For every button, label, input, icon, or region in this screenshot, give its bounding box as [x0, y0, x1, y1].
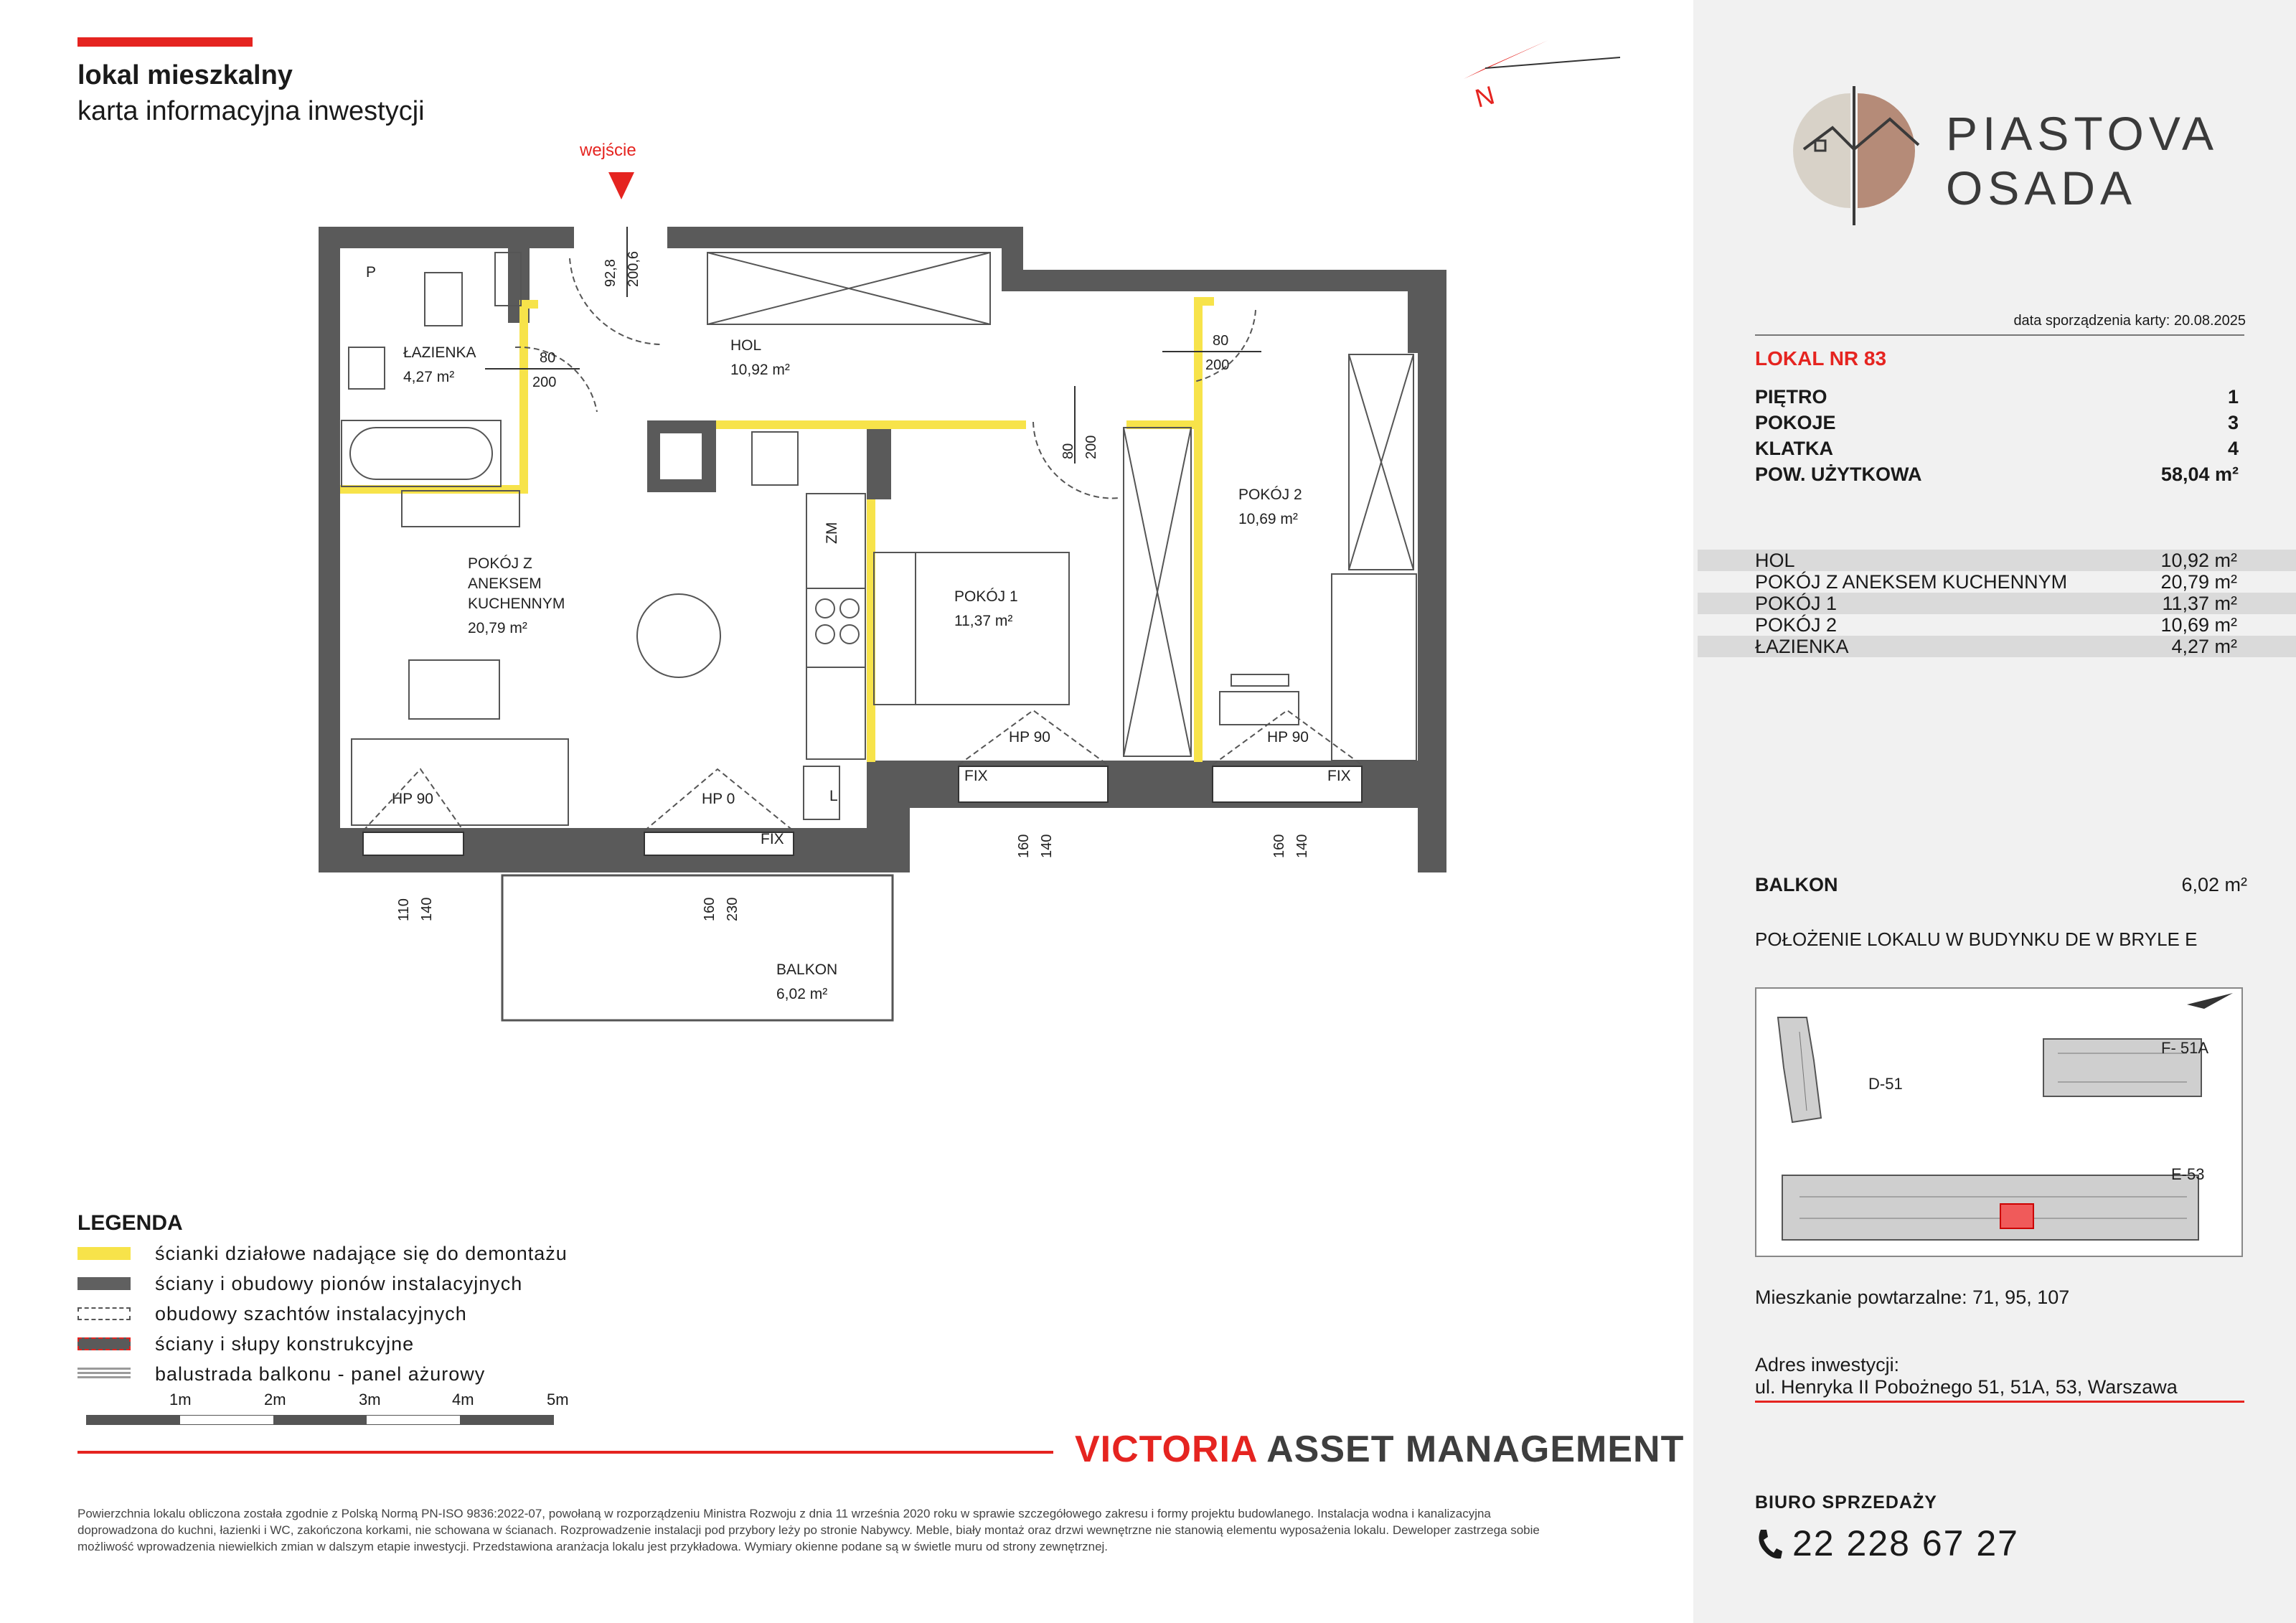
- legend-item: ściany i słupy konstrukcyjne: [77, 1333, 414, 1355]
- footer-divider: [77, 1451, 1053, 1454]
- dim-room1-door-height: 200: [1083, 435, 1099, 459]
- legend-item: obudowy szachtów instalacyjnych: [77, 1303, 467, 1325]
- tag-hp0-living: HP 0: [702, 791, 735, 807]
- lokal-number: LOKAL NR 83: [1755, 347, 1887, 370]
- address-value: ul. Henryka II Pobożnego 51, 51A, 53, Warszawa: [1755, 1376, 2178, 1398]
- svg-text:N: N: [1472, 80, 1498, 113]
- legend-title: LEGENDA: [77, 1211, 183, 1235]
- entrance-arrow-icon: [608, 172, 634, 199]
- room-area-balcony: 6,02 m²: [776, 986, 828, 1002]
- legend-swatch-railing: [77, 1368, 131, 1380]
- site-map: [1755, 987, 2243, 1257]
- scale-2m: 2m: [264, 1391, 286, 1408]
- dim-window3-a: 160: [1016, 834, 1032, 858]
- scale-3m: 3m: [359, 1391, 381, 1408]
- dim-room1-door-width: 80: [1060, 443, 1076, 459]
- date-divider: [1755, 334, 2244, 336]
- dim-window4-b: 140: [1294, 834, 1310, 858]
- address-divider: [1755, 1401, 2244, 1403]
- tag-hp90-room1: HP 90: [1009, 729, 1050, 745]
- room-name-living-line1: POKÓJ Z: [468, 555, 532, 572]
- legend-item: balustrada balkonu - panel ażurowy: [77, 1363, 485, 1385]
- legend-swatch-yellow: [77, 1247, 131, 1260]
- phone-icon: [1755, 1527, 1784, 1561]
- dim-bath-door-width: 80: [540, 350, 556, 366]
- page-title: lokal mieszkalny: [77, 60, 293, 90]
- card-date: data sporządzenia karty: 20.08.2025: [2013, 313, 2246, 329]
- phone-number[interactable]: 22 228 67 27: [1792, 1523, 2019, 1563]
- room-name-room1: POKÓJ 1: [954, 588, 1018, 605]
- table-row: POKÓJ 2 10,69 m²: [1755, 613, 2237, 636]
- table-row: HOL 10,92 m²: [1698, 550, 2296, 571]
- prop-row-floor: PIĘTRO 1: [1755, 386, 2239, 408]
- dim-window2-a: 160: [702, 897, 718, 921]
- room-area-bathroom: 4,27 m²: [403, 369, 455, 385]
- prop-row-rooms: POKOJE 3: [1755, 412, 2239, 433]
- dim-window3-b: 140: [1039, 834, 1055, 858]
- scale-4m: 4m: [452, 1391, 474, 1408]
- address-label: Adres inwestycji:: [1755, 1354, 1900, 1375]
- tag-p: P: [366, 264, 377, 281]
- table-row: POKÓJ Z ANEKSEM KUCHENNYM 20,79 m²: [1755, 570, 2237, 593]
- legend-item: ścianki działowe nadające się do demontażu: [77, 1243, 568, 1264]
- table-row: POKÓJ 1 11,37 m²: [1698, 593, 2296, 614]
- tag-l: L: [829, 788, 838, 804]
- dim-hall-door-width: 80: [1213, 333, 1229, 349]
- dim-window4-a: 160: [1271, 834, 1287, 858]
- legend-swatch-gray: [77, 1277, 131, 1290]
- sales-office-label: BIURO SPRZEDAŻY: [1755, 1492, 1937, 1513]
- room-name-living-line3: KUCHENNYM: [468, 596, 565, 612]
- logo-text-line1: PIASTOVA: [1946, 107, 2219, 160]
- scale-bar: [86, 1415, 554, 1425]
- room-name-living-line2: ANEKSEM: [468, 575, 542, 592]
- room-name-hall: HOL: [730, 337, 762, 354]
- dim-hall-door-height: 200: [1205, 357, 1230, 373]
- legend-swatch-dashed: [77, 1307, 131, 1320]
- room-name-bathroom: ŁAZIENKA: [403, 344, 476, 361]
- legend-swatch-structural: [77, 1337, 131, 1350]
- dim-window2-b: 230: [725, 897, 740, 921]
- legend-item: ściany i obudowy pionów instalacyjnych: [77, 1273, 522, 1294]
- room-area-room2: 10,69 m²: [1238, 511, 1298, 527]
- tag-hp90-living: HP 90: [392, 791, 433, 807]
- scale-1m: 1m: [169, 1391, 192, 1408]
- map-label-d51: D-51: [1868, 1075, 1903, 1093]
- room-name-balcony: BALKON: [776, 961, 838, 978]
- tag-hp90-room2: HP 90: [1267, 729, 1309, 745]
- dim-window1-b: 140: [419, 897, 435, 921]
- prop-row-staircase: KLATKA 4: [1755, 438, 2239, 459]
- tag-fix-living: FIX: [761, 831, 784, 847]
- room-area-living: 20,79 m²: [468, 620, 527, 636]
- table-row: ŁAZIENKA 4,27 m²: [1698, 636, 2296, 657]
- floor-plan: [0, 0, 1693, 1048]
- scale-5m: 5m: [547, 1391, 569, 1408]
- north-arrow-icon: [1464, 40, 1620, 113]
- prop-row-area: POW. UŻYTKOWA 58,04 m²: [1755, 464, 2239, 485]
- balcony-row: BALKON 6,02 m²: [1755, 874, 2247, 895]
- dim-bath-door-height: 200: [532, 375, 557, 390]
- map-label-e53: E-53: [2171, 1165, 2205, 1183]
- disclaimer-text: Powierzchnia lokalu obliczona została zgodnie z Polską Normą PN-ISO 9836:2022-07, powołaną w rozporządzeniu Ministra Rozwoju z dnia 11 września 2020 roku w sprawie szczegółowego zakresu i formy projektu budowlanego. Instalacja wodna i kanalizacyjna doprowadzona do kuchni, łazienki i WC, zakończona korkami, nie schowana w ścianach. Rozprowadzenie instalacji pod przybory leży po stronie Nabywcy. Meble, biały montaż oraz drzwi wewnętrzne nie stanowią elementu wyposażenia lokalu. Deweloper zastrzega sobie możliwość wprowadzenia niewielkich zmian w dalszym etapie inwestycji. Przedstawiona aranżacja lokalu jest przykładowa. Wymiary okienne podane są w świetle muru od strony zewnętrznej.: [77, 1507, 1540, 1553]
- entrance-label: wejście: [580, 141, 636, 160]
- page-subtitle: karta informacyjna inwestycji: [77, 96, 425, 126]
- dim-entry-height: 200,6: [626, 250, 641, 287]
- brand-logo: VICTORIA ASSET MANAGEMENT: [1075, 1429, 1685, 1470]
- room-area-table: [1698, 550, 2296, 657]
- tag-fix-room2: FIX: [1327, 768, 1351, 784]
- location-heading: POŁOŻENIE LOKALU W BUDYNKU DE W BRYLE E: [1755, 928, 2198, 950]
- room-area-room1: 11,37 m²: [954, 613, 1013, 629]
- map-label-f51a: F- 51A: [2161, 1039, 2209, 1057]
- piastova-logo-icon: [1789, 85, 1926, 228]
- tag-fix-room1: FIX: [964, 768, 988, 784]
- dim-entry-width: 92,8: [603, 259, 618, 287]
- room-area-hall: 10,92 m²: [730, 362, 790, 378]
- logo-text-line2: OSADA: [1946, 161, 2137, 215]
- repeat-units: Mieszkanie powtarzalne: 71, 95, 107: [1755, 1286, 2070, 1308]
- room-name-room2: POKÓJ 2: [1238, 486, 1302, 503]
- tag-zm: ZM: [824, 522, 840, 544]
- dim-window1-a: 110: [396, 898, 412, 921]
